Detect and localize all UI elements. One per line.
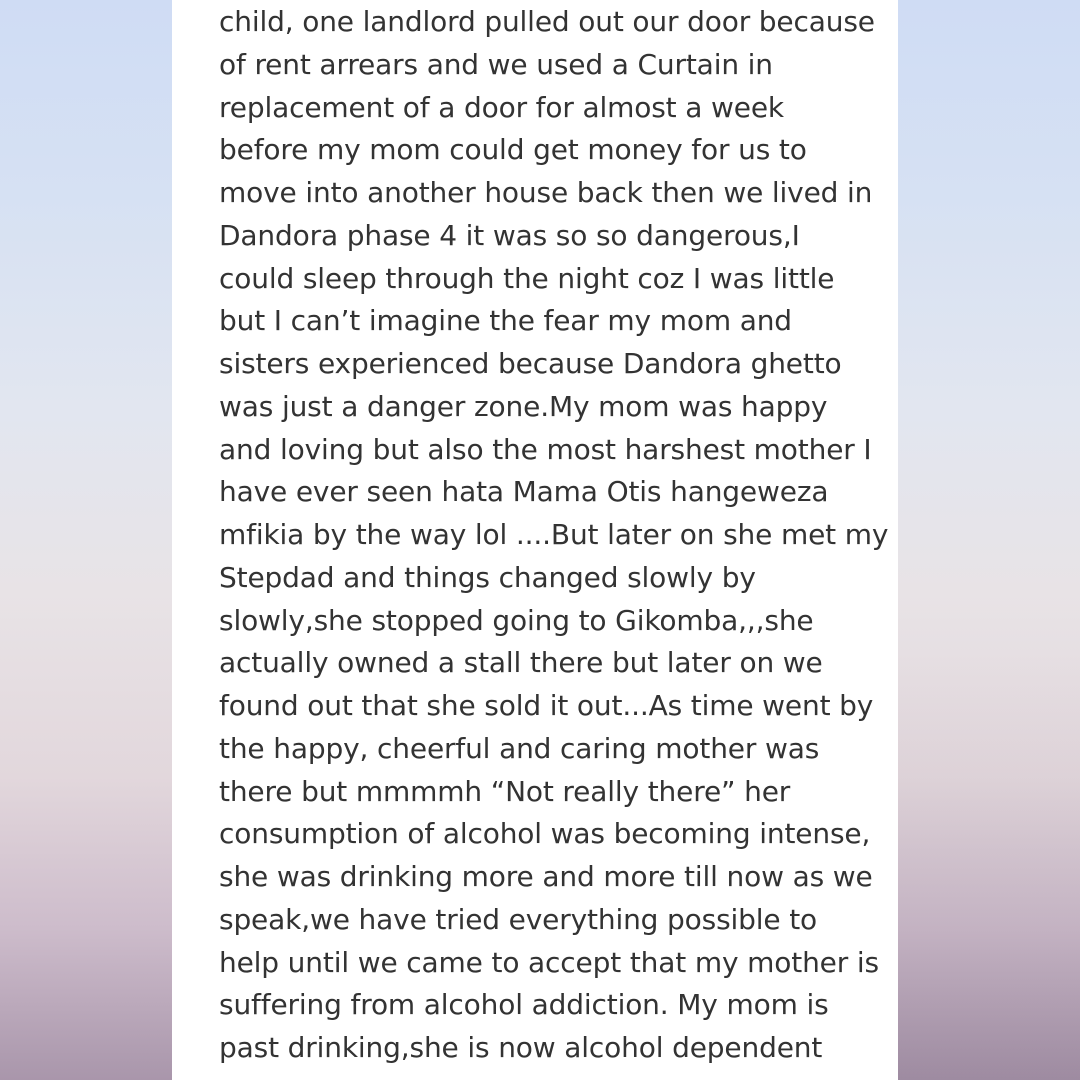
note-line: have ever seen hata Mama Otis hangeweza bbox=[219, 475, 829, 509]
note-line: actually owned a stall there but later on we bbox=[219, 646, 823, 680]
note-line: slowly,she stopped going to Gikomba,,,she bbox=[219, 603, 814, 637]
background-left bbox=[0, 0, 172, 1080]
note-line: and loving but also the most harshest mother I bbox=[219, 432, 872, 466]
note-line: found out that she sold it out...As time went by bbox=[219, 689, 874, 722]
note-line: of rent arrears and we used a Curtain in bbox=[219, 47, 773, 81]
background-right bbox=[898, 0, 1080, 1080]
note-line: past drinking,she is now alcohol dependent bbox=[219, 1031, 823, 1064]
note-line: suffering from alcohol addiction. My mom is bbox=[219, 988, 829, 1022]
note-line: could sleep through the night coz I was little bbox=[219, 261, 835, 295]
note-line: help until we came to accept that my mother is bbox=[219, 945, 879, 979]
note-line: before my mom could get money for us to bbox=[219, 133, 807, 167]
note-line: but I can’t imagine the fear my mom and bbox=[219, 304, 792, 338]
note-line: consumption of alcohol was becoming intense, bbox=[219, 817, 871, 851]
note-panel[interactable] bbox=[172, 0, 898, 1080]
note-line: there but mmmmh “Not really there” her bbox=[219, 774, 791, 808]
note-line: mfikia by the way lol ....But later on she met my bbox=[219, 518, 889, 551]
note-line: sisters experienced because Dandora ghetto bbox=[219, 347, 842, 380]
note-line: move into another house back then we lived in bbox=[219, 176, 873, 209]
note-line: Dandora phase 4 it was so so dangerous,I bbox=[219, 218, 800, 252]
note-line: the happy, cheerful and caring mother was bbox=[219, 731, 820, 765]
note-body[interactable] bbox=[219, 1, 889, 1070]
note-line: Stepdad and things changed slowly by bbox=[219, 560, 756, 594]
note-line: speak,we have tried everything possible to bbox=[219, 902, 818, 936]
note-line: replacement of a door for almost a week bbox=[219, 90, 784, 124]
note-line: was just a danger zone.My mom was happy bbox=[219, 389, 828, 423]
note-line: child, one landlord pulled out our door because bbox=[219, 5, 875, 38]
note-line: she was drinking more and more till now as we bbox=[219, 860, 873, 893]
